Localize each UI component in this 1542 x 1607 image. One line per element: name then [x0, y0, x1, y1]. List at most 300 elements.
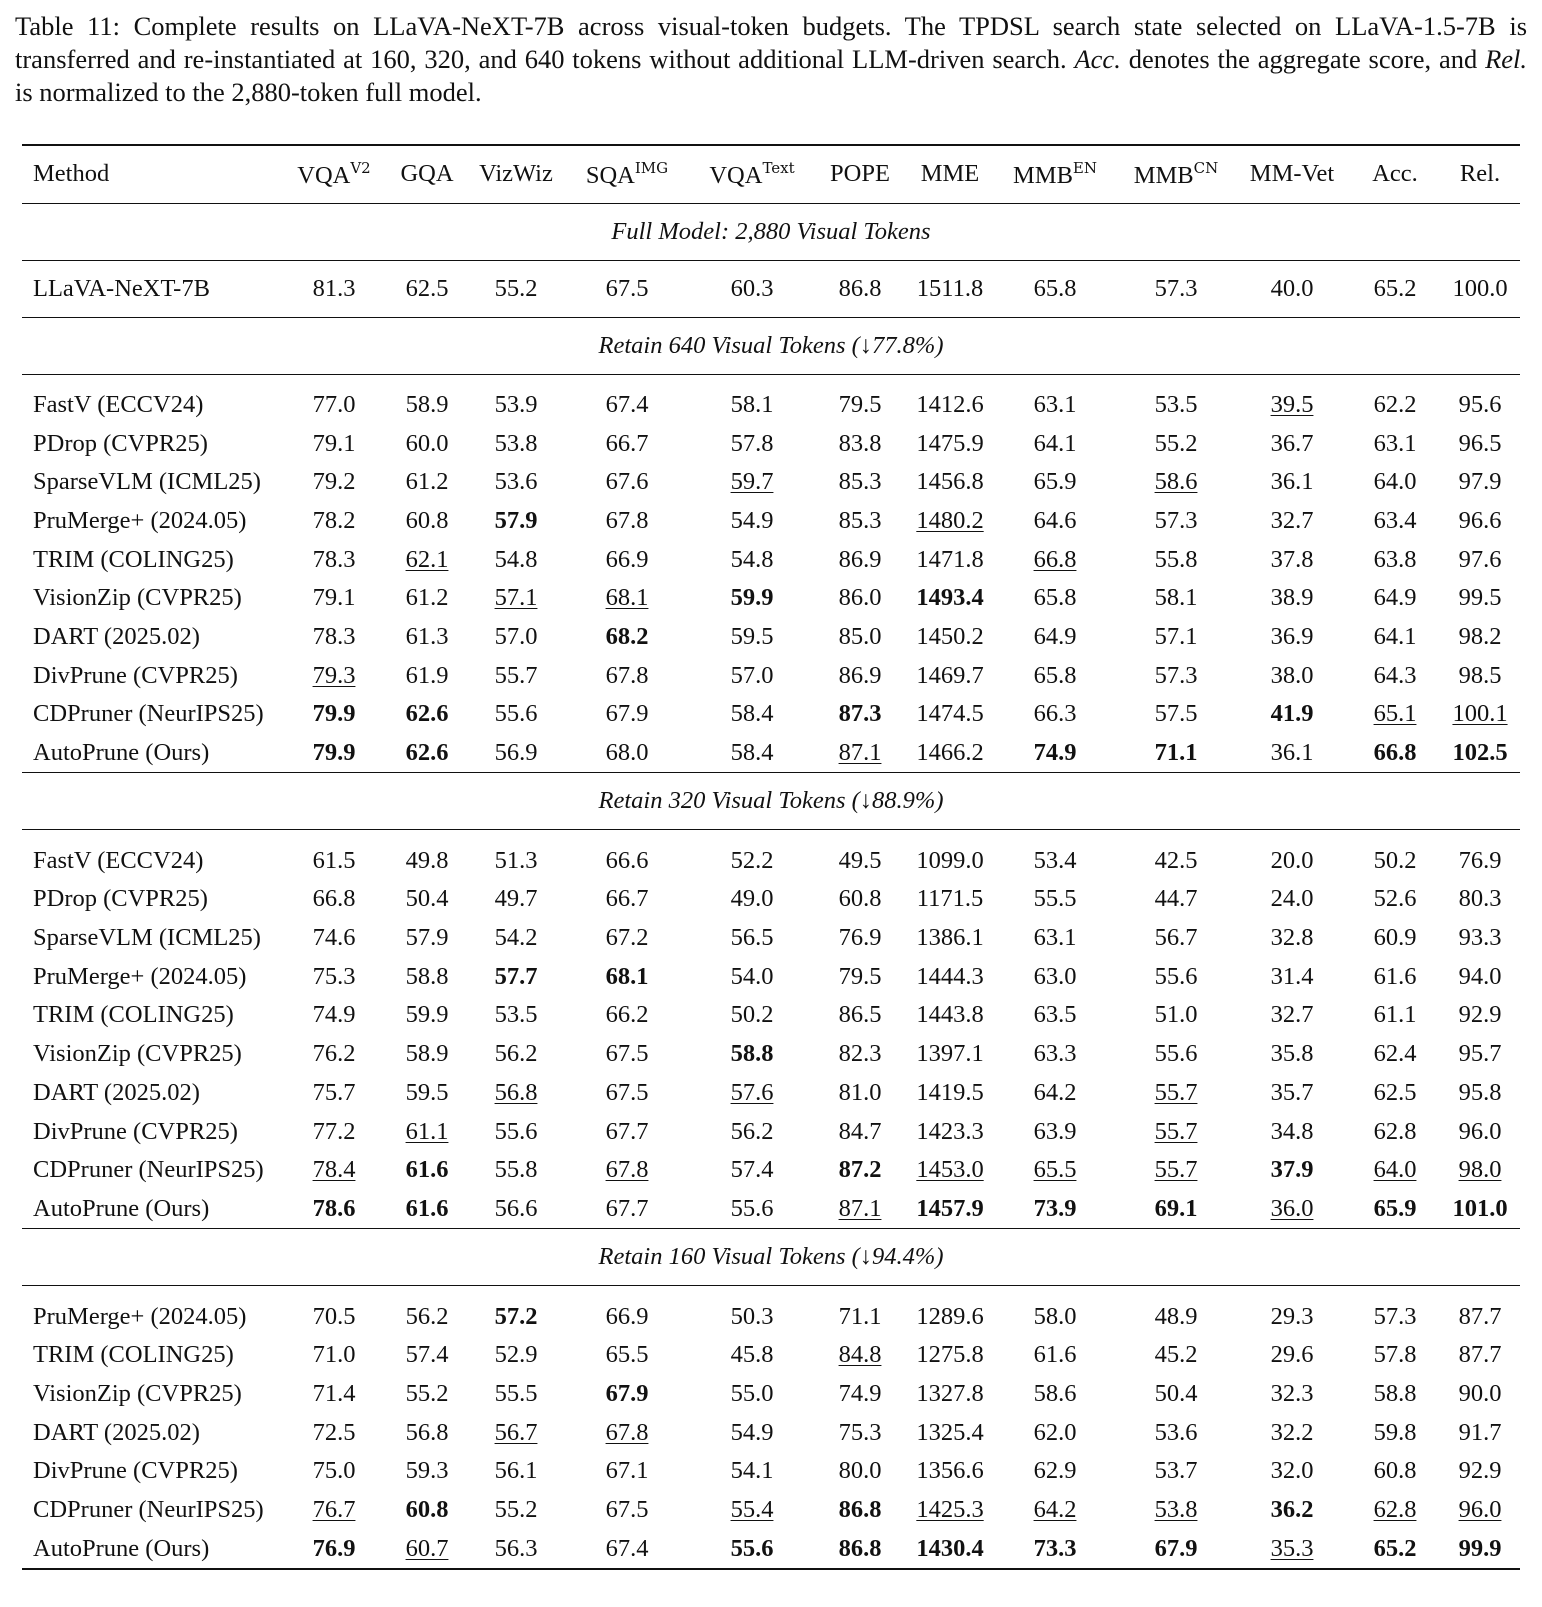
score-cell	[284, 1375, 384, 1414]
score-value: 60.8	[1373, 1457, 1417, 1485]
score-value: 39.5	[1270, 390, 1314, 418]
table-row	[22, 880, 1520, 919]
score-value: 53.9	[494, 390, 538, 418]
score-cell	[470, 957, 562, 996]
score-value: 1456.8	[916, 468, 984, 496]
score-cell	[992, 540, 1118, 579]
section-title: Retain 160 Visual Tokens (↓94.4%)	[598, 1243, 944, 1271]
column-header	[384, 145, 470, 203]
score-value: 58.6	[1033, 1379, 1077, 1407]
score-value: 65.9	[1033, 468, 1077, 496]
score-cell	[692, 424, 812, 463]
score-cell	[908, 1151, 992, 1190]
score-value: 55.5	[1033, 885, 1077, 913]
score-value: 74.9	[1033, 739, 1077, 767]
column-header-superscript: V2	[350, 158, 371, 177]
score-cell	[1350, 841, 1440, 880]
score-cell	[812, 386, 908, 425]
score-value: 65.8	[1033, 661, 1077, 689]
score-cell	[1350, 880, 1440, 919]
score-value: 57.3	[1154, 274, 1198, 302]
score-value: 32.2	[1270, 1418, 1314, 1446]
score-cell	[992, 1151, 1118, 1190]
score-value: 32.0	[1270, 1457, 1314, 1485]
column-header	[1440, 145, 1520, 203]
score-cell	[908, 260, 992, 317]
score-value: 66.7	[605, 429, 649, 457]
score-cell	[284, 424, 384, 463]
score-cell	[1118, 656, 1234, 695]
score-cell	[384, 1529, 470, 1569]
score-value: 42.5	[1154, 846, 1198, 874]
score-cell	[992, 734, 1118, 773]
score-value: 61.9	[405, 661, 449, 689]
table-row	[22, 656, 1520, 695]
score-value: 53.6	[1154, 1418, 1198, 1446]
score-value: 56.1	[494, 1457, 538, 1485]
score-cell	[562, 386, 692, 425]
score-value: 50.4	[405, 885, 449, 913]
score-cell	[1234, 1452, 1350, 1491]
score-value: 55.4	[730, 1496, 774, 1524]
score-cell	[470, 1112, 562, 1151]
score-value: 67.5	[605, 1078, 649, 1106]
score-cell	[284, 502, 384, 541]
score-value: 55.8	[1154, 545, 1198, 573]
score-cell	[992, 880, 1118, 919]
score-value: 54.2	[494, 924, 538, 952]
score-value: 75.7	[312, 1078, 356, 1106]
score-value: 35.7	[1270, 1078, 1314, 1106]
table-row	[22, 734, 1520, 773]
score-value: 32.7	[1270, 1001, 1314, 1029]
score-value: 66.6	[605, 846, 649, 874]
score-value: 65.8	[1033, 584, 1077, 612]
score-cell	[562, 618, 692, 657]
score-cell	[812, 1074, 908, 1113]
caption-rel-term: Rel.	[1485, 44, 1528, 74]
score-cell	[284, 1297, 384, 1336]
score-cell	[1118, 1112, 1234, 1151]
score-value: 58.4	[730, 739, 774, 767]
score-cell	[1234, 919, 1350, 958]
table-row	[22, 579, 1520, 618]
score-value: 79.1	[312, 429, 356, 457]
score-value: 67.5	[605, 1496, 649, 1524]
score-cell	[284, 463, 384, 502]
score-cell	[1234, 1529, 1350, 1569]
score-value: 74.6	[312, 924, 356, 952]
score-cell	[1440, 1074, 1520, 1113]
score-cell	[992, 841, 1118, 880]
score-cell	[1118, 695, 1234, 734]
score-cell	[1350, 1035, 1440, 1074]
score-cell	[384, 1035, 470, 1074]
score-cell	[692, 1529, 812, 1569]
score-value: 79.5	[838, 962, 882, 990]
score-cell	[692, 1035, 812, 1074]
score-cell	[908, 424, 992, 463]
score-value: 86.5	[838, 1001, 882, 1029]
score-value: 86.8	[838, 1534, 882, 1562]
score-value: 57.0	[730, 661, 774, 689]
score-cell	[1350, 1452, 1440, 1491]
score-cell	[384, 1297, 470, 1336]
score-cell	[284, 1529, 384, 1569]
score-cell	[1118, 1074, 1234, 1113]
score-value: 66.2	[605, 1001, 649, 1029]
score-value: 92.9	[1458, 1457, 1502, 1485]
section-title: Full Model: 2,880 Visual Tokens	[611, 217, 931, 245]
score-cell	[908, 1190, 992, 1229]
score-value: 60.8	[405, 1496, 449, 1524]
score-cell	[692, 957, 812, 996]
score-value: 65.2	[1373, 1534, 1417, 1562]
score-cell	[1234, 1297, 1350, 1336]
table-row	[22, 502, 1520, 541]
score-value: 36.7	[1270, 429, 1314, 457]
score-value: 68.1	[605, 584, 649, 612]
table-row	[22, 463, 1520, 502]
score-value: 1466.2	[916, 739, 984, 767]
score-value: 64.2	[1033, 1496, 1077, 1524]
method-name: CDPruner (NeurIPS25)	[33, 1156, 264, 1184]
score-cell	[384, 386, 470, 425]
score-cell	[908, 841, 992, 880]
score-value: 57.4	[730, 1156, 774, 1184]
score-value: 57.4	[405, 1341, 449, 1369]
score-cell	[908, 695, 992, 734]
score-cell	[692, 579, 812, 618]
score-cell	[284, 695, 384, 734]
score-value: 57.0	[494, 622, 538, 650]
score-cell	[284, 996, 384, 1035]
score-value: 85.3	[838, 506, 882, 534]
score-cell	[1440, 656, 1520, 695]
score-cell	[470, 386, 562, 425]
score-cell	[284, 656, 384, 695]
score-value: 55.6	[730, 1194, 774, 1222]
score-cell	[1118, 540, 1234, 579]
score-cell	[562, 1375, 692, 1414]
score-cell	[562, 502, 692, 541]
score-value: 79.1	[312, 584, 356, 612]
score-cell	[562, 1074, 692, 1113]
method-name: DART (2025.02)	[33, 1078, 200, 1106]
score-value: 82.3	[838, 1040, 882, 1068]
score-cell	[812, 1297, 908, 1336]
method-name: VisionZip (CVPR25)	[33, 1379, 242, 1407]
score-value: 64.6	[1033, 506, 1077, 534]
score-value: 49.8	[405, 846, 449, 874]
score-value: 63.1	[1373, 429, 1417, 457]
score-value: 1469.7	[916, 661, 984, 689]
score-cell	[692, 734, 812, 773]
score-value: 97.9	[1458, 468, 1502, 496]
score-cell	[284, 1190, 384, 1229]
score-value: 62.1	[405, 545, 449, 573]
score-value: 67.4	[605, 1534, 649, 1562]
score-value: 69.1	[1154, 1194, 1198, 1222]
score-value: 61.1	[405, 1117, 449, 1145]
table-row	[22, 1112, 1520, 1151]
column-header-label: MMB	[1013, 161, 1073, 189]
score-cell	[992, 1297, 1118, 1336]
score-cell	[812, 957, 908, 996]
score-value: 57.2	[494, 1302, 538, 1330]
score-cell	[992, 1074, 1118, 1113]
score-cell	[1234, 424, 1350, 463]
section-divider	[22, 830, 1520, 842]
score-value: 74.9	[838, 1379, 882, 1407]
score-value: 87.2	[838, 1156, 882, 1184]
column-header-label: Acc.	[1372, 160, 1418, 188]
score-value: 78.3	[312, 622, 356, 650]
score-cell	[692, 618, 812, 657]
score-cell	[1440, 386, 1520, 425]
score-value: 52.2	[730, 846, 774, 874]
score-cell	[1234, 656, 1350, 695]
score-value: 101.0	[1452, 1194, 1508, 1222]
score-value: 62.9	[1033, 1457, 1077, 1485]
score-value: 53.5	[494, 1001, 538, 1029]
score-value: 29.6	[1270, 1341, 1314, 1369]
table-row	[22, 1529, 1520, 1569]
score-cell	[992, 1491, 1118, 1530]
caption-label: Table 11:	[15, 11, 120, 41]
score-cell	[562, 463, 692, 502]
score-value: 67.8	[605, 1156, 649, 1184]
score-value: 60.0	[405, 429, 449, 457]
column-header-superscript: IMG	[634, 158, 669, 177]
score-value: 61.2	[405, 584, 449, 612]
score-value: 71.4	[312, 1379, 356, 1407]
column-header-label: MM-Vet	[1249, 160, 1335, 188]
section-header-row	[22, 203, 1520, 260]
score-cell	[992, 1035, 1118, 1074]
score-value: 66.9	[605, 545, 649, 573]
score-value: 41.9	[1270, 700, 1314, 728]
score-cell	[470, 502, 562, 541]
score-cell	[1350, 1529, 1440, 1569]
score-value: 76.9	[838, 924, 882, 952]
score-cell	[1118, 386, 1234, 425]
caption-text-1: Complete results on LLaVA-NeXT-7B across visual-token budgets. The TPDSL search state selected on LLaVA-1.5-7B is transferred and re-instantiated at 160, 320, and 640 tokens without additional LLM-driven search.	[15, 11, 1528, 74]
score-cell	[384, 1074, 470, 1113]
score-cell	[1118, 957, 1234, 996]
method-name: LLaVA-NeXT-7B	[33, 274, 210, 302]
score-value: 63.5	[1033, 1001, 1077, 1029]
score-cell	[284, 734, 384, 773]
score-cell	[1350, 386, 1440, 425]
score-cell	[1234, 957, 1350, 996]
score-value: 63.3	[1033, 1040, 1077, 1068]
score-cell	[384, 996, 470, 1035]
score-cell	[812, 463, 908, 502]
score-cell	[470, 424, 562, 463]
column-header	[992, 145, 1118, 203]
score-cell	[562, 734, 692, 773]
score-value: 57.1	[1154, 622, 1198, 650]
score-value: 37.9	[1270, 1156, 1314, 1184]
score-value: 65.5	[1033, 1156, 1077, 1184]
score-value: 1275.8	[916, 1341, 984, 1369]
score-value: 67.9	[605, 700, 649, 728]
score-cell	[992, 260, 1118, 317]
score-cell	[384, 424, 470, 463]
score-value: 53.6	[494, 468, 538, 496]
score-value: 29.3	[1270, 1302, 1314, 1330]
table-row	[22, 1491, 1520, 1530]
score-cell	[1350, 424, 1440, 463]
table-caption	[15, 10, 1527, 109]
score-value: 67.5	[605, 1040, 649, 1068]
score-value: 1474.5	[916, 700, 984, 728]
table-row	[22, 1336, 1520, 1375]
column-header-label: POPE	[830, 160, 890, 188]
score-cell	[470, 579, 562, 618]
score-cell	[284, 618, 384, 657]
score-value: 55.6	[1154, 962, 1198, 990]
table-row	[22, 618, 1520, 657]
score-value: 49.7	[494, 885, 538, 913]
score-value: 1511.8	[916, 274, 984, 302]
score-cell	[692, 502, 812, 541]
score-cell	[562, 957, 692, 996]
score-value: 85.3	[838, 468, 882, 496]
score-value: 56.8	[494, 1078, 538, 1106]
score-cell	[1350, 463, 1440, 502]
score-cell	[284, 1491, 384, 1530]
score-cell	[1440, 1491, 1520, 1530]
score-cell	[384, 734, 470, 773]
score-cell	[1440, 540, 1520, 579]
score-value: 37.8	[1270, 545, 1314, 573]
score-cell	[1350, 1336, 1440, 1375]
score-value: 61.6	[405, 1156, 449, 1184]
score-value: 59.3	[405, 1457, 449, 1485]
score-cell	[384, 579, 470, 618]
table-row	[22, 424, 1520, 463]
score-value: 95.7	[1458, 1040, 1502, 1068]
score-cell	[1118, 618, 1234, 657]
score-cell	[1118, 1529, 1234, 1569]
method-name: DART (2025.02)	[33, 1418, 200, 1446]
score-value: 1471.8	[916, 545, 984, 573]
score-value: 55.2	[1154, 429, 1198, 457]
section-title: Retain 320 Visual Tokens (↓88.9%)	[598, 787, 944, 815]
score-cell	[1234, 540, 1350, 579]
score-cell	[470, 1151, 562, 1190]
score-cell	[470, 734, 562, 773]
score-value: 64.2	[1033, 1078, 1077, 1106]
score-value: 62.8	[1373, 1117, 1417, 1145]
score-cell	[1440, 1413, 1520, 1452]
score-cell	[692, 1336, 812, 1375]
score-cell	[284, 919, 384, 958]
score-value: 67.7	[605, 1194, 649, 1222]
score-value: 62.8	[1373, 1496, 1417, 1524]
score-value: 1457.9	[916, 1194, 984, 1222]
method-name: AutoPrune (Ours)	[33, 1194, 210, 1222]
score-value: 1475.9	[916, 429, 984, 457]
score-cell	[992, 424, 1118, 463]
score-cell	[812, 502, 908, 541]
score-value: 36.0	[1270, 1194, 1314, 1222]
column-header	[470, 145, 562, 203]
score-cell	[562, 1190, 692, 1229]
score-value: 70.5	[312, 1302, 356, 1330]
score-value: 50.2	[730, 1001, 774, 1029]
score-value: 40.0	[1270, 274, 1314, 302]
score-cell	[1118, 1375, 1234, 1414]
score-value: 80.0	[838, 1457, 882, 1485]
score-cell	[1118, 1491, 1234, 1530]
score-cell	[284, 1336, 384, 1375]
score-value: 75.3	[838, 1418, 882, 1446]
score-cell	[1440, 1112, 1520, 1151]
score-cell	[1440, 841, 1520, 880]
score-value: 81.3	[312, 274, 356, 302]
score-cell	[908, 656, 992, 695]
score-value: 44.7	[1154, 885, 1198, 913]
score-cell	[384, 957, 470, 996]
score-value: 1430.4	[916, 1534, 984, 1562]
score-cell	[908, 1452, 992, 1491]
score-value: 56.7	[1154, 924, 1198, 952]
score-value: 57.8	[1373, 1341, 1417, 1369]
score-value: 45.2	[1154, 1341, 1198, 1369]
score-value: 62.0	[1033, 1418, 1077, 1446]
score-cell	[1440, 695, 1520, 734]
table-header-row	[22, 145, 1520, 203]
score-value: 34.8	[1270, 1117, 1314, 1145]
score-cell	[908, 996, 992, 1035]
score-cell	[1350, 656, 1440, 695]
score-value: 66.3	[1033, 700, 1077, 728]
score-cell	[812, 919, 908, 958]
score-value: 51.0	[1154, 1001, 1198, 1029]
score-value: 52.9	[494, 1341, 538, 1369]
score-cell	[1234, 1375, 1350, 1414]
score-value: 56.3	[494, 1534, 538, 1562]
score-value: 54.1	[730, 1457, 774, 1485]
score-cell	[470, 919, 562, 958]
score-value: 1425.3	[916, 1496, 984, 1524]
section-header-row	[22, 773, 1520, 830]
score-value: 100.1	[1452, 700, 1508, 728]
score-value: 55.5	[494, 1379, 538, 1407]
score-cell	[812, 1452, 908, 1491]
score-cell	[1234, 734, 1350, 773]
score-cell	[692, 1452, 812, 1491]
score-cell	[384, 1151, 470, 1190]
score-value: 78.3	[312, 545, 356, 573]
score-cell	[562, 1297, 692, 1336]
method-name: TRIM (COLING25)	[33, 1001, 234, 1029]
score-cell	[470, 1491, 562, 1530]
score-value: 65.1	[1373, 700, 1417, 728]
score-value: 79.5	[838, 390, 882, 418]
table-row	[22, 1375, 1520, 1414]
score-value: 24.0	[1270, 885, 1314, 913]
score-cell	[812, 1112, 908, 1151]
score-cell	[562, 1452, 692, 1491]
table-row	[22, 1190, 1520, 1229]
score-cell	[1350, 1297, 1440, 1336]
score-value: 1099.0	[916, 846, 984, 874]
score-cell	[992, 1190, 1118, 1229]
